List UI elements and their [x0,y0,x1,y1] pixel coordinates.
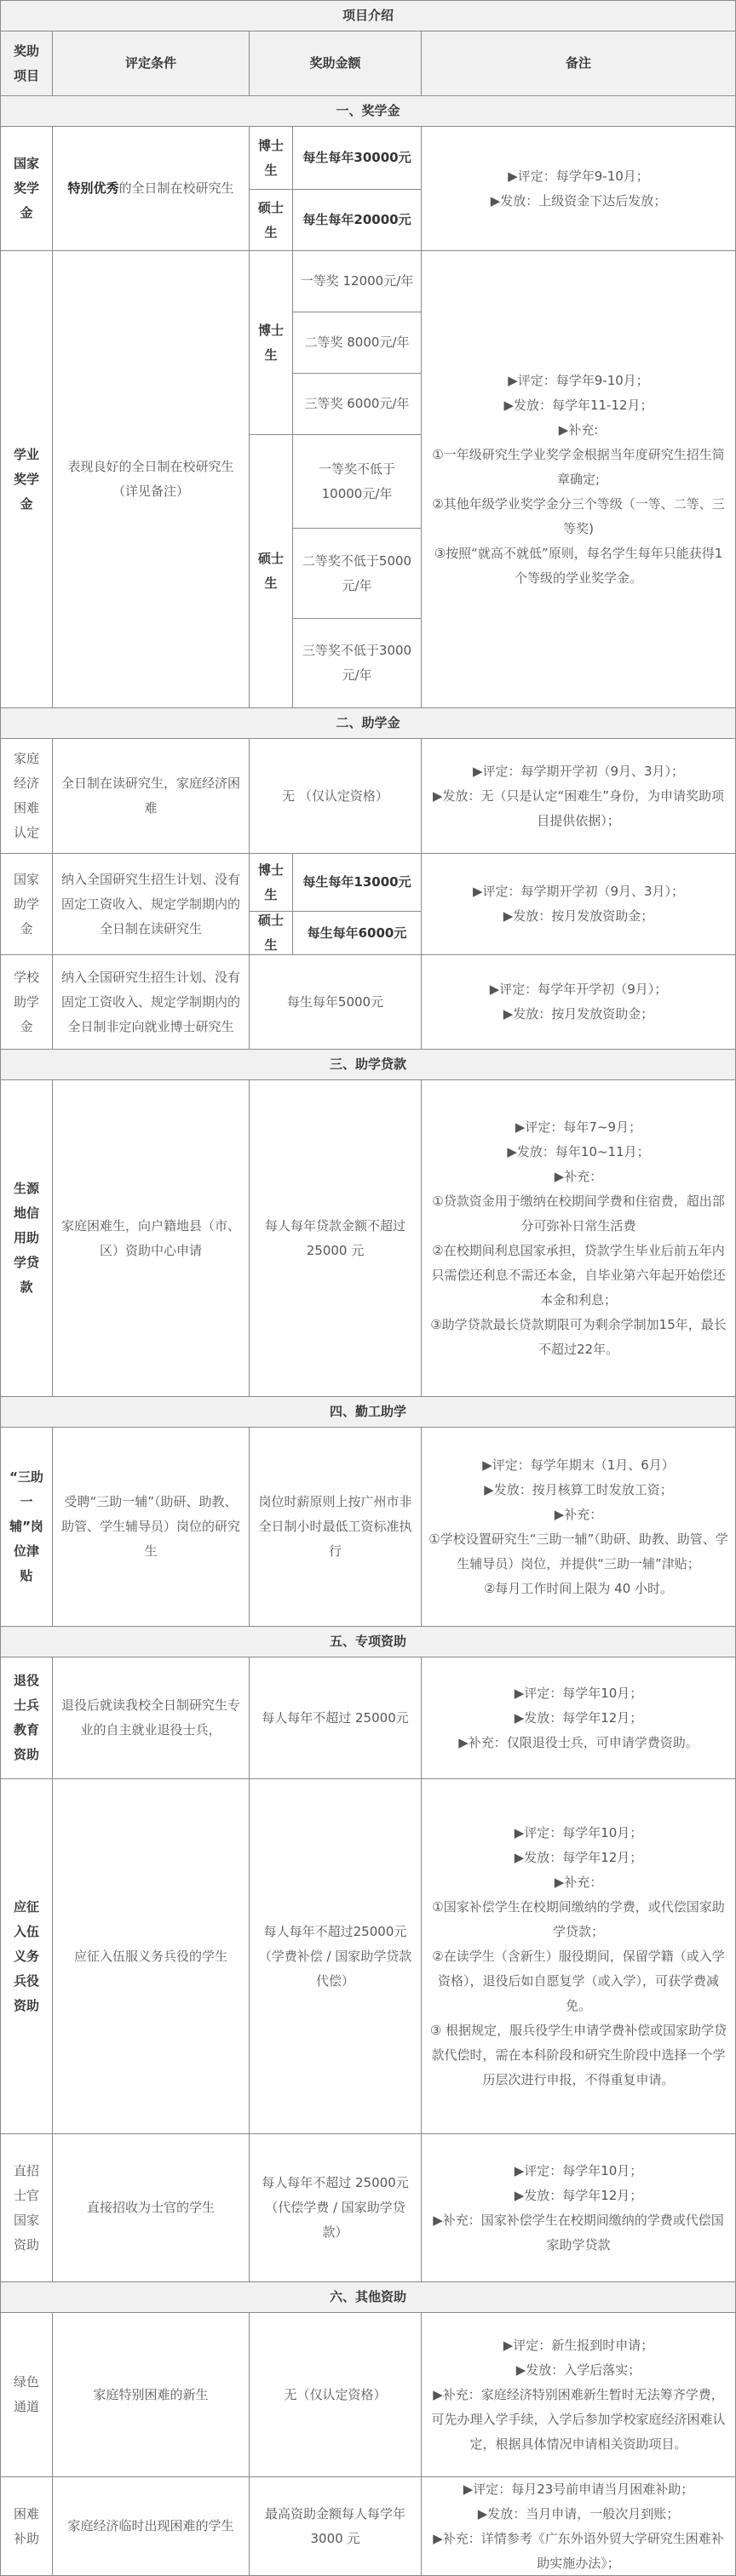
note-line: ①一年级研究生学业奖学金根据当年度研究生招生简章确定; [432,446,725,487]
note-line: ③助学贷款最长贷款期限可为剩余学制加15年，最长不超过22年。 [430,1316,727,1357]
label-master: 硕士生 [249,434,293,708]
note-line: ▶补充: [558,421,599,438]
note-line: ▶评定：每学年期末（1月、6月） [482,1457,675,1473]
amount-master-third: 三等奖不低于3000元/年 [292,618,422,708]
condition-emergency: 家庭经济临时出现困难的学生 [52,2476,250,2576]
label-master: 硕士生 [249,911,293,955]
condition-work-study: 受聘“三助一辅”（助研、助教、助管、学生辅导员）岗位的研究生 [52,1427,250,1627]
note-line: ▶评定：每学年10月； [514,2162,643,2178]
amount-green-channel: 无（仅认定资格） [249,2312,422,2477]
note-line: ▶评定：每学期开学初（9月、3月）； [472,763,685,779]
item-sergeant: 直招士官国家资助 [0,2133,53,2282]
note-line: ▶评定：每学年10月； [514,1824,643,1840]
note-line: ▶发放：每年10~11月； [507,1143,650,1159]
item-academic-scholarship: 学业奖学金 [0,250,53,708]
notes-academic-scholarship [421,250,736,708]
note-line: ▶评定：每学年9-10月； [508,372,649,388]
condition-national-grant: 纳入全国研究生招生计划、没有固定工资收入、规定学制期内的全日制在读研究生 [52,853,250,955]
note-line: ▶发放：按月核算工时发放工资； [484,1481,673,1497]
note-line: ▶发放：每学年12月； [514,1849,643,1865]
condition-veteran-edu: 退役后就读我校全日制研究生专业的自主就业退役士兵， [52,1657,250,1779]
notes-loan [421,1079,736,1397]
amount-emergency: 最高资助金额每人每学年3000 元 [249,2476,422,2576]
amount-phd-third: 三等奖 6000元/年 [292,373,422,435]
note-line: ▶补充：家庭经济特别困难新生暂时无法筹齐学费，可先办理入学手续，入学后参加学校家庭经济困难认定，根据具体情况申请相关资助项目。 [431,2386,726,2452]
note-line: ▶发放：无（只是认定“困难生”身份，为申请奖助项目提供依据）； [432,787,725,828]
note-line: ▶评定：新生报到时申请； [503,2337,654,2353]
header-condition: 评定条件 [52,31,250,96]
amount-work-study: 岗位时薪原则上按广州市非全日制小时最低工资标准执行 [249,1427,422,1627]
note-line: ①贷款资金用于缴纳在校期间学费和住宿费，超出部分可弥补日常生活费 [432,1193,725,1234]
amount-phd-second: 二等奖 8000元/年 [292,312,422,374]
amount-master-first: 一等奖不低于10000元/年 [292,434,422,529]
section-other: 六、其他资助 [0,2281,736,2313]
amount-sergeant: 每人每年不超过 25000元（代偿学费 / 国家助学贷款） [249,2133,422,2282]
label-phd: 博士生 [249,853,293,912]
note-line: ▶补充： [554,1506,603,1522]
note-line: ▶评定：每年7~9月； [515,1119,642,1135]
notes-national-grant [421,853,736,955]
condition-enlist: 应征入伍服义务兵役的学生 [52,1778,250,2134]
condition-text: 的全日制在校研究生 [118,180,234,196]
note-line: ①学校设置研究生“三助一辅”（助研、助教、助管、学生辅导员）岗位，并提供“三助一辅”津贴； [428,1531,728,1571]
notes-emergency [421,2476,736,2576]
item-national-grant: 国家助学金 [0,853,53,955]
notes-national-scholarship [421,126,736,251]
condition-national-scholarship [52,126,250,251]
condition-green-channel: 家庭特别困难的新生 [52,2312,250,2477]
notes-work-study [421,1427,736,1627]
condition-hardship-recognition: 全日制在读研究生，家庭经济困难 [52,738,250,854]
notes-hardship-recognition [421,738,736,854]
note-line: ▶补充：仅限退役士兵，可申请学费资助。 [458,1734,699,1750]
note-line: ▶补充： [554,1168,603,1184]
note-line: ▶评定：每学年开学初（9月）； [489,982,668,997]
note-line: ▶发放：上级资金下达后发放； [490,192,667,209]
note-line: ▶评定：每月23号前申请当月困难补助； [463,2481,694,2497]
amount-veteran-edu: 每人每年不超过 25000元 [249,1657,422,1779]
section-scholarship: 一、奖学金 [0,95,736,127]
condition-highlight: 特别优秀 [67,180,119,196]
condition-loan: 家庭困难生，向户籍地县（市、区）资助中心申请 [52,1079,250,1397]
amount-hardship-recognition: 无 （仅认定资格） [249,738,422,854]
notes-school-grant [421,954,736,1050]
section-grant: 二、助学金 [0,707,736,739]
note-line: ②每月工作时间上限为 40 小时。 [483,1580,674,1596]
notes-enlist [421,1778,736,2134]
note-line: ②在读学生（含新生）服役期间，保留学籍（或入学资格），退役后如自愿复学（或入学），可获学费减免。 [432,1948,725,2013]
note-line: ▶补充：详情参考《广东外语外贸大学研究生困难补助实施办法》； [433,2530,724,2571]
amount-enlist: 每人每年不超过25000元（学费补偿 / 国家助学贷款代偿） [249,1778,422,2134]
item-emergency: 困难补助 [0,2476,53,2576]
amount-master-second: 二等奖不低于5000元/年 [292,528,422,619]
section-loan: 三、助学贷款 [0,1049,736,1080]
note-line: ①国家补偿学生在校期间缴纳的学费，或代偿国家助学贷款； [432,1898,725,1939]
note-line: ②在校期间利息国家承担，贷款学生毕业后前五年内只需偿还利息不需还本金，自毕业第六年起开始偿还本金和利息； [431,1242,726,1308]
item-green-channel: 绿色通道 [0,2312,53,2477]
header-amount: 奖助金额 [249,31,422,96]
note-line: ▶发放：当月申请，一般次月到账； [477,2505,680,2522]
label-phd: 博士生 [249,126,293,190]
notes-sergeant [421,2133,736,2282]
amount-master: 每生每年20000元 [292,189,422,251]
header-item: 奖助项目 [0,31,53,96]
header-notes: 备注 [421,31,736,96]
item-veteran-edu: 退役士兵教育资助 [0,1657,53,1779]
note-line: ▶评定：每学年9-10月； [508,168,649,184]
item-loan: 生源地信用助学贷款 [0,1079,53,1397]
amount-phd: 每生每年30000元 [292,126,422,190]
note-line: ③ 根据规定，服兵役学生申请学费补偿或国家助学贷款代偿时，需在本科阶段和研究生阶段中选择一个学历层次进行申报，不得重复申请。 [429,2022,727,2087]
note-line: ▶发放：按月发放资助金； [503,1006,654,1022]
amount-master: 每生每年6000元 [292,911,422,955]
section-special: 五、专项资助 [0,1626,736,1657]
table-title: 项目介绍 [0,0,736,31]
note-line: ▶评定：每学期开学初（9月、3月）； [472,884,685,899]
note-line: ▶补充： [554,1874,603,1890]
notes-green-channel [421,2312,736,2477]
condition-sergeant: 直接招收为士官的学生 [52,2133,250,2282]
note-line: ▶发放：每学年12月； [514,2187,643,2203]
amount-loan: 每人每年贷款金额不超过 25000 元 [249,1079,422,1397]
note-line: ▶补充：国家补偿学生在校期间缴纳的学费或代偿国家助学贷款 [433,2212,724,2253]
item-enlist: 应征入伍义务兵役资助 [0,1778,53,2134]
condition-academic-scholarship: 表现良好的全日制在校研究生（详见备注） [52,250,250,708]
item-work-study: “三助一辅”岗位津贴 [0,1427,53,1627]
item-national-scholarship: 国家奖学金 [0,126,53,251]
note-line: ▶发放：按月发放资助金； [503,908,654,924]
label-master: 硕士生 [249,189,293,251]
note-line: ▶发放：入学后落实； [515,2361,641,2378]
note-line: ③按照“就高不就低”原则，每名学生每年只能获得1个等级的学业奖学金。 [434,545,723,586]
note-line: ▶发放：每学年11-12月； [503,397,653,413]
note-line: ▶评定：每学年10月； [514,1685,643,1701]
amount-school-grant: 每生每年5000元 [249,954,422,1050]
amount-phd-first: 一等奖 12000元/年 [292,250,422,312]
section-work-study: 四、勤工助学 [0,1396,736,1428]
notes-veteran-edu [421,1657,736,1779]
note-line: ②其他年级学业奖学金分三个等级（一等、二等、三等奖) [432,495,725,536]
note-line: ▶发放：每学年12月； [514,1709,643,1726]
item-school-grant: 学校助学金 [0,954,53,1050]
label-phd: 博士生 [249,250,293,435]
item-hardship-recognition: 家庭经济困难认定 [0,738,53,854]
condition-school-grant: 纳入全国研究生招生计划、没有固定工资收入、规定学制期内的全日制非定向就业博士研究生 [52,954,250,1050]
amount-phd: 每生每年13000元 [292,853,422,912]
